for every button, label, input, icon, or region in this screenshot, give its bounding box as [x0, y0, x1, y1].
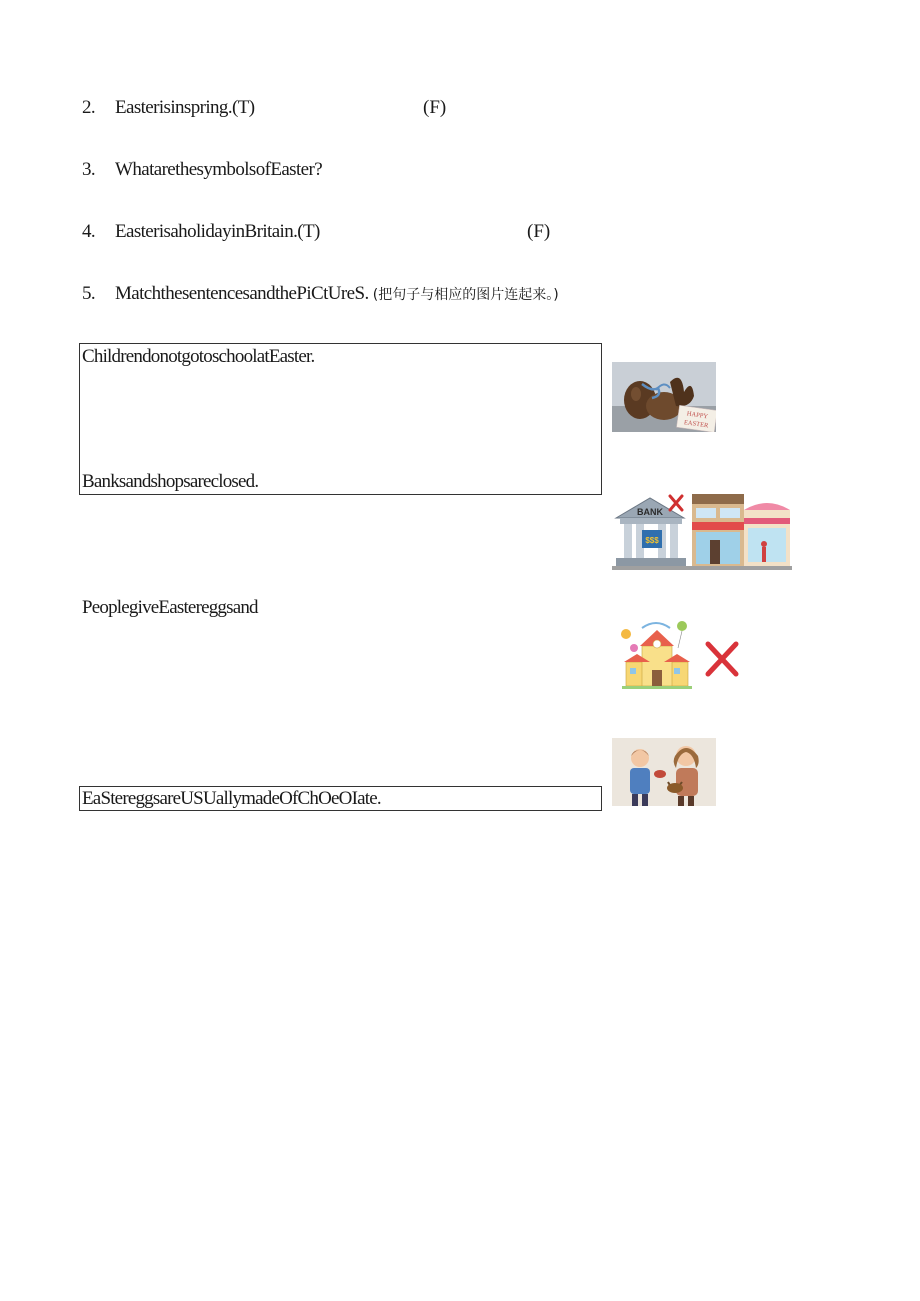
question-3: [82, 159, 322, 181]
giving-eggs-picture[interactable]: [612, 738, 716, 806]
sentence-chocolate: EaStereggsareUSUallymadeOfChOeOIate.: [82, 788, 381, 809]
question-2: [82, 97, 254, 119]
bank-shops-picture[interactable]: [612, 490, 792, 570]
money-sign: $$$: [645, 536, 659, 545]
question-text: EasterisaholidayinBritain.(T): [115, 221, 320, 242]
question-text: Easterisinspring.(T): [115, 97, 255, 118]
sentence-people: PeoplegiveEastereggsand: [82, 597, 258, 618]
easter-eggs-picture[interactable]: [612, 362, 716, 432]
question-number: 2.: [82, 97, 96, 118]
question-text: MatchthesentencesandthePiCtUreS.: [115, 283, 369, 304]
question-number: 5.: [82, 283, 96, 304]
school-closed-picture[interactable]: [612, 614, 762, 694]
easter-label: EASTER: [683, 419, 709, 430]
question-number: 4.: [82, 221, 96, 242]
sentence-children: ChildrendonotgotoschoolatEaster.: [82, 346, 315, 367]
question-note: (把句子与相应的图片连起来。): [372, 287, 559, 303]
sentence-banks: Banksandshopsareclosed.: [82, 471, 259, 492]
question-text: WhatarethesymbolsofEaster?: [115, 159, 323, 180]
happy-label: HAPPY: [686, 410, 709, 421]
false-option: (F): [527, 221, 551, 242]
false-option: (F): [423, 97, 447, 118]
question-4: [82, 221, 320, 243]
bank-sign: BANK: [637, 507, 663, 517]
question-5: [82, 283, 559, 305]
question-number: 3.: [82, 159, 96, 180]
